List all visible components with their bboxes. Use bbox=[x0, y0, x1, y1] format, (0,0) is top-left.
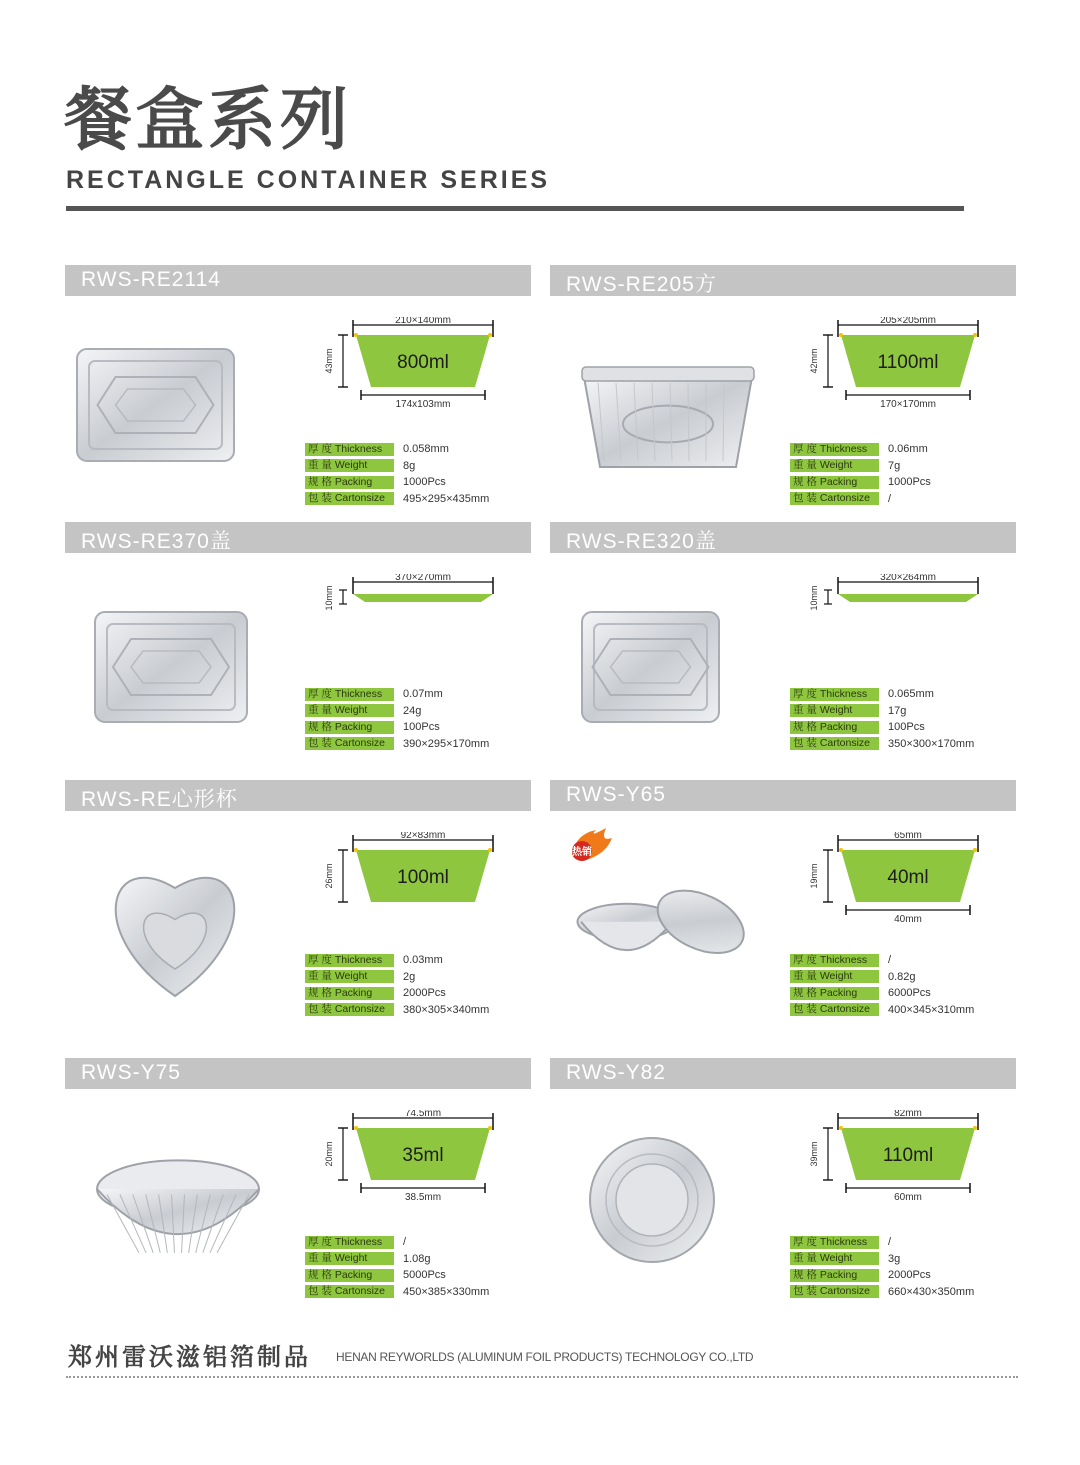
spec-value-thickness: 0.07mm bbox=[403, 688, 443, 701]
top-dimension-label: 205×205mm bbox=[880, 317, 936, 326]
spec-value-weight: 3g bbox=[888, 1252, 901, 1265]
spec-table bbox=[305, 1234, 489, 1300]
product-card bbox=[65, 1058, 531, 1308]
spec-value-thickness: 0.058mm bbox=[403, 443, 449, 456]
model-name: RWS-Y82 bbox=[566, 1061, 666, 1084]
volume-label: 1100ml bbox=[877, 352, 939, 373]
spec-label-thickness: 厚 度 Thickness bbox=[305, 1236, 394, 1249]
spec-row-weight bbox=[790, 703, 974, 720]
bottom-dimension-label: 38.5mm bbox=[404, 1192, 442, 1203]
dimension-diagram bbox=[808, 574, 1004, 674]
dimension-diagram-wrap bbox=[323, 317, 519, 417]
spec-label-thickness: 厚 度 Thickness bbox=[790, 954, 879, 967]
spec-row-packing bbox=[305, 985, 489, 1002]
spec-row-cartonsize bbox=[305, 736, 489, 753]
model-header-bar bbox=[65, 522, 531, 553]
volume-label: 35ml bbox=[402, 1145, 444, 1166]
volume-label: 800ml bbox=[397, 352, 449, 373]
top-dimension-label: 210×140mm bbox=[395, 317, 451, 326]
spec-row-cartonsize bbox=[790, 1284, 974, 1301]
model-header-bar bbox=[65, 265, 531, 296]
spec-row-packing bbox=[305, 719, 489, 736]
model-name: RWS-RE320盖 bbox=[566, 530, 717, 553]
top-dimension-label: 65mm bbox=[894, 832, 922, 841]
spec-row-packing bbox=[790, 1267, 974, 1284]
spec-row-packing bbox=[305, 1267, 489, 1284]
spec-value-packing: 2000Pcs bbox=[888, 1269, 931, 1282]
spec-label-packing: 规 格 Packing bbox=[305, 987, 394, 1000]
volume-label: 110ml bbox=[882, 1145, 934, 1166]
dimension-diagram-wrap bbox=[323, 832, 519, 932]
spec-label-weight: 重 量 Weight bbox=[790, 459, 879, 472]
spec-value-packing: 5000Pcs bbox=[403, 1269, 446, 1282]
spec-value-packing: 1000Pcs bbox=[403, 476, 446, 489]
spec-row-thickness bbox=[790, 441, 931, 458]
product-photo bbox=[586, 1130, 718, 1275]
spec-value-thickness: / bbox=[403, 1236, 407, 1249]
product-photo bbox=[578, 363, 758, 478]
product-photo bbox=[574, 884, 750, 979]
bottom-dimension-label: 170×170mm bbox=[880, 399, 936, 410]
spec-table bbox=[790, 441, 931, 507]
dimension-diagram-wrap bbox=[323, 574, 519, 674]
product-card bbox=[550, 1058, 1016, 1308]
spec-value-thickness: 0.06mm bbox=[888, 443, 928, 456]
spec-value-packing: 6000Pcs bbox=[888, 987, 931, 1000]
product-card bbox=[550, 780, 1016, 1030]
dimension-diagram bbox=[808, 1110, 1004, 1210]
spec-row-thickness bbox=[305, 1234, 489, 1251]
spec-value-packing: 100Pcs bbox=[888, 721, 925, 734]
spec-label-thickness: 厚 度 Thickness bbox=[790, 688, 879, 701]
product-photo bbox=[578, 608, 723, 731]
spec-value-weight: 24g bbox=[403, 704, 422, 717]
page-title-en: RECTANGLE CONTAINER SERIES bbox=[66, 166, 551, 194]
spec-value-packing: 1000Pcs bbox=[888, 476, 931, 489]
spec-label-cartonsize: 包 装 Cartonsize bbox=[790, 1285, 879, 1298]
dimension-diagram bbox=[808, 832, 1004, 932]
spec-value-packing: 100Pcs bbox=[403, 721, 440, 734]
spec-value-cartonsize: 400×345×310mm bbox=[888, 1003, 975, 1016]
top-dimension-label: 320×264mm bbox=[880, 574, 936, 583]
spec-table bbox=[305, 952, 489, 1018]
hot-sale-label: 热销 bbox=[572, 847, 592, 858]
spec-label-weight: 重 量 Weight bbox=[790, 1252, 879, 1265]
spec-row-thickness bbox=[305, 686, 489, 703]
model-name: RWS-RE2114 bbox=[81, 268, 221, 291]
spec-label-packing: 规 格 Packing bbox=[790, 476, 879, 489]
page-title-cn: 餐盒系列 bbox=[64, 82, 353, 158]
dimension-diagram bbox=[323, 317, 519, 417]
spec-row-cartonsize bbox=[305, 491, 489, 508]
dimension-diagram bbox=[323, 574, 519, 674]
spec-label-weight: 重 量 Weight bbox=[305, 704, 394, 717]
model-header-bar bbox=[550, 265, 1016, 296]
spec-label-packing: 规 格 Packing bbox=[790, 987, 879, 1000]
spec-table bbox=[305, 441, 489, 507]
product-card bbox=[65, 265, 531, 515]
product-photo bbox=[73, 345, 238, 470]
dimension-diagram-wrap bbox=[808, 832, 1004, 932]
spec-label-thickness: 厚 度 Thickness bbox=[790, 443, 879, 456]
bottom-dimension-label: 174x103mm bbox=[395, 399, 451, 410]
spec-row-weight bbox=[305, 703, 489, 720]
product-photo bbox=[95, 852, 255, 1007]
spec-label-thickness: 厚 度 Thickness bbox=[305, 954, 394, 967]
spec-value-thickness: / bbox=[888, 1236, 892, 1249]
spec-label-thickness: 厚 度 Thickness bbox=[790, 1236, 879, 1249]
spec-row-weight bbox=[305, 969, 489, 986]
spec-value-cartonsize: 495×295×435mm bbox=[403, 492, 490, 505]
spec-row-thickness bbox=[790, 952, 974, 969]
model-header-bar bbox=[550, 1058, 1016, 1089]
spec-row-weight bbox=[790, 969, 974, 986]
spec-label-weight: 重 量 Weight bbox=[305, 1252, 394, 1265]
model-header-bar bbox=[65, 1058, 531, 1089]
spec-row-cartonsize bbox=[305, 1002, 489, 1019]
spec-label-cartonsize: 包 装 Cartonsize bbox=[305, 1285, 394, 1298]
spec-row-thickness bbox=[790, 686, 974, 703]
bottom-dimension-label: 40mm bbox=[894, 914, 922, 925]
spec-label-cartonsize: 包 装 Cartonsize bbox=[305, 492, 394, 505]
spec-label-weight: 重 量 Weight bbox=[790, 970, 879, 983]
footer-company-cn: 郑州雷沃滋铝箔制品 bbox=[68, 1344, 311, 1371]
volume-label: 100ml bbox=[397, 867, 449, 888]
bottom-dimension-label: 60mm bbox=[894, 1192, 922, 1203]
model-name: RWS-RE心形杯 bbox=[81, 788, 238, 811]
spec-row-thickness bbox=[790, 1234, 974, 1251]
spec-value-thickness: 0.03mm bbox=[403, 954, 443, 967]
spec-value-weight: 2g bbox=[403, 970, 416, 983]
spec-label-cartonsize: 包 装 Cartonsize bbox=[790, 492, 879, 505]
spec-table bbox=[790, 1234, 974, 1300]
spec-value-cartonsize: 660×430×350mm bbox=[888, 1285, 975, 1298]
spec-value-thickness: / bbox=[888, 954, 892, 967]
top-dimension-label: 92×83mm bbox=[400, 832, 446, 841]
height-label: 39mm bbox=[809, 1141, 819, 1167]
spec-label-weight: 重 量 Weight bbox=[305, 970, 394, 983]
spec-row-weight bbox=[790, 458, 931, 475]
spec-value-thickness: 0.065mm bbox=[888, 688, 934, 701]
spec-value-weight: 7g bbox=[888, 459, 901, 472]
height-label: 42mm bbox=[809, 348, 819, 374]
spec-table bbox=[790, 952, 974, 1018]
spec-label-cartonsize: 包 装 Cartonsize bbox=[790, 737, 879, 750]
spec-label-weight: 重 量 Weight bbox=[305, 459, 394, 472]
height-label: 10mm bbox=[809, 585, 819, 611]
dimension-diagram-wrap bbox=[808, 317, 1004, 417]
volume-label: 40ml bbox=[887, 867, 929, 888]
dimension-diagram bbox=[323, 832, 519, 932]
spec-row-packing bbox=[790, 474, 931, 491]
spec-value-cartonsize: 350×300×170mm bbox=[888, 737, 975, 750]
height-label: 26mm bbox=[324, 863, 334, 889]
spec-table bbox=[305, 686, 489, 752]
dimension-diagram-wrap bbox=[808, 574, 1004, 674]
model-name: RWS-Y65 bbox=[566, 783, 666, 806]
height-label: 10mm bbox=[324, 585, 334, 611]
spec-label-thickness: 厚 度 Thickness bbox=[305, 688, 394, 701]
spec-row-packing bbox=[790, 985, 974, 1002]
spec-label-cartonsize: 包 装 Cartonsize bbox=[305, 1003, 394, 1016]
spec-value-cartonsize: / bbox=[888, 492, 892, 505]
spec-label-packing: 规 格 Packing bbox=[790, 1269, 879, 1282]
spec-value-weight: 8g bbox=[403, 459, 416, 472]
model-header-bar bbox=[65, 780, 531, 811]
top-dimension-label: 74.5mm bbox=[404, 1110, 442, 1119]
spec-value-weight: 17g bbox=[888, 704, 907, 717]
spec-label-thickness: 厚 度 Thickness bbox=[305, 443, 394, 456]
product-photo bbox=[91, 608, 251, 731]
spec-row-weight bbox=[305, 1251, 489, 1268]
spec-row-thickness bbox=[305, 441, 489, 458]
dimension-diagram bbox=[323, 1110, 519, 1210]
spec-label-cartonsize: 包 装 Cartonsize bbox=[790, 1003, 879, 1016]
dimension-diagram-wrap bbox=[808, 1110, 1004, 1210]
spec-label-packing: 规 格 Packing bbox=[305, 476, 394, 489]
spec-row-cartonsize bbox=[790, 1002, 974, 1019]
model-name: RWS-Y75 bbox=[81, 1061, 181, 1084]
product-photo bbox=[93, 1156, 263, 1271]
spec-label-packing: 规 格 Packing bbox=[305, 721, 394, 734]
height-label: 43mm bbox=[324, 348, 334, 374]
top-dimension-label: 370×270mm bbox=[395, 574, 451, 583]
height-label: 19mm bbox=[809, 863, 819, 889]
spec-row-weight bbox=[790, 1251, 974, 1268]
spec-value-cartonsize: 390×295×170mm bbox=[403, 737, 490, 750]
spec-row-packing bbox=[305, 474, 489, 491]
spec-row-cartonsize bbox=[790, 491, 931, 508]
spec-label-cartonsize: 包 装 Cartonsize bbox=[305, 737, 394, 750]
spec-row-cartonsize bbox=[790, 736, 974, 753]
spec-value-cartonsize: 380×305×340mm bbox=[403, 1003, 490, 1016]
spec-row-packing bbox=[790, 719, 974, 736]
height-label: 20mm bbox=[324, 1141, 334, 1167]
title-rule bbox=[66, 206, 964, 211]
footer-dotted-rule bbox=[66, 1376, 1018, 1378]
model-name: RWS-RE205方 bbox=[566, 273, 717, 296]
model-header-bar bbox=[550, 780, 1016, 811]
product-card bbox=[65, 780, 531, 1030]
spec-value-weight: 0.82g bbox=[888, 970, 916, 983]
model-header-bar bbox=[550, 522, 1016, 553]
spec-row-thickness bbox=[305, 952, 489, 969]
spec-table bbox=[790, 686, 974, 752]
spec-row-cartonsize bbox=[305, 1284, 489, 1301]
product-card bbox=[550, 522, 1016, 772]
spec-value-weight: 1.08g bbox=[403, 1252, 431, 1265]
dimension-diagram-wrap bbox=[323, 1110, 519, 1210]
model-name: RWS-RE370盖 bbox=[81, 530, 232, 553]
product-card bbox=[550, 265, 1016, 515]
spec-value-packing: 2000Pcs bbox=[403, 987, 446, 1000]
spec-label-packing: 规 格 Packing bbox=[790, 721, 879, 734]
spec-value-cartonsize: 450×385×330mm bbox=[403, 1285, 490, 1298]
spec-label-weight: 重 量 Weight bbox=[790, 704, 879, 717]
hot-sale-badge bbox=[566, 824, 616, 864]
footer-company-en: HENAN REYWORLDS (ALUMINUM FOIL PRODUCTS) TECHNOLOGY CO.,LTD bbox=[336, 1350, 754, 1364]
dimension-diagram bbox=[808, 317, 1004, 417]
product-card bbox=[65, 522, 531, 772]
spec-row-weight bbox=[305, 458, 489, 475]
top-dimension-label: 82mm bbox=[894, 1110, 922, 1119]
spec-label-packing: 规 格 Packing bbox=[305, 1269, 394, 1282]
